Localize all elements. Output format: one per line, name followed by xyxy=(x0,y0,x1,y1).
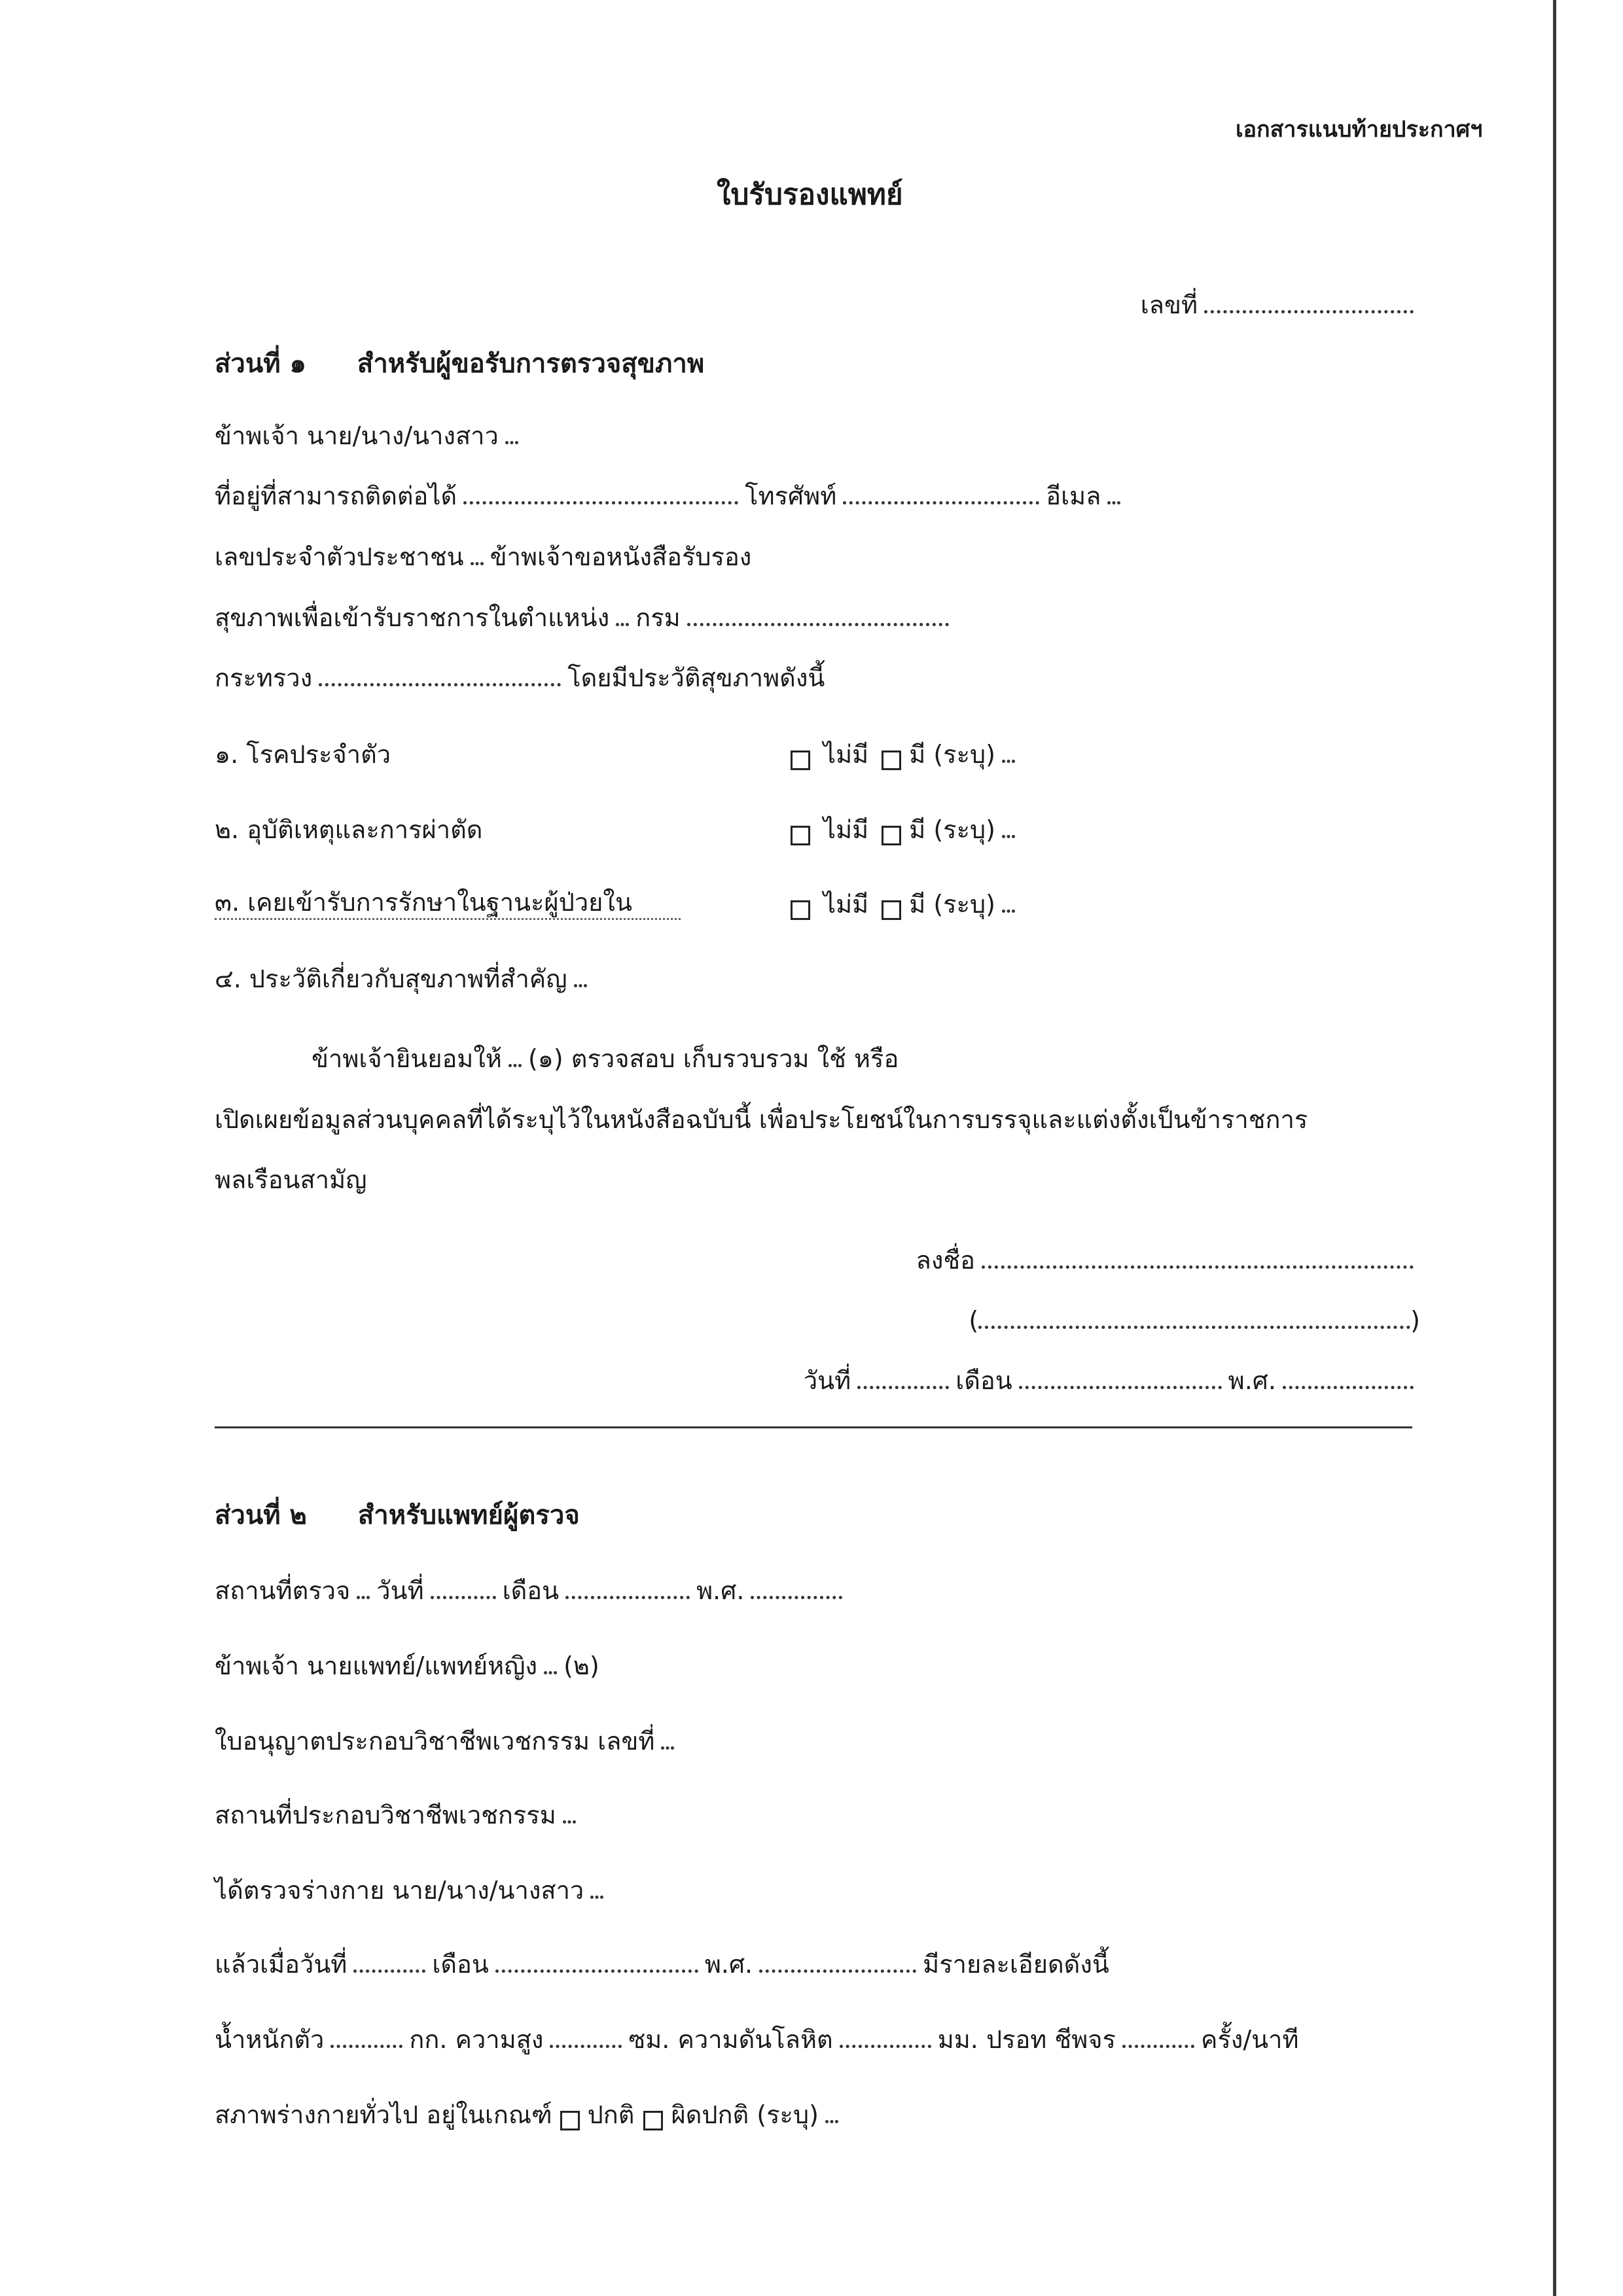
no-checkbox[interactable] xyxy=(791,900,810,920)
part1-title: สำหรับผู้ขอรับการตรวจสุขภาพ xyxy=(357,349,705,379)
ministry-row xyxy=(215,648,1420,694)
weight-unit: กก. ความสูง xyxy=(409,2025,544,2055)
yes-label: มี (ระบุ) xyxy=(909,890,995,919)
consent-row xyxy=(215,1029,1420,1074)
paren-close: ) xyxy=(1410,1306,1420,1335)
license-row xyxy=(215,1711,1420,1757)
paren-open: ( xyxy=(969,1306,979,1335)
department-label: กรม xyxy=(635,603,681,633)
consent-start: ข้าพเจ้ายินยอมให้ xyxy=(312,1044,502,1074)
pulse-unit: ครั้ง/นาที xyxy=(1200,2025,1299,2055)
email-field[interactable] xyxy=(1107,501,1120,504)
license-number-field[interactable] xyxy=(661,1746,674,1750)
exam-place-field[interactable] xyxy=(357,1596,370,1599)
weight-field[interactable] xyxy=(330,2045,402,2048)
department-field[interactable] xyxy=(687,623,949,626)
yes-checkbox[interactable] xyxy=(882,826,901,845)
examined-month-field[interactable] xyxy=(495,1969,698,1973)
history-item-row xyxy=(215,800,1420,845)
contact-row xyxy=(215,466,1420,512)
normal-checkbox[interactable] xyxy=(560,2111,580,2130)
part2-number: ส่วนที่ ๒ xyxy=(215,1500,307,1530)
exam-date-label: วันที่ xyxy=(376,1576,424,1606)
ministry-field[interactable] xyxy=(319,683,561,686)
applicant-name-label: ข้าพเจ้า นาย/นาง/นางสาว xyxy=(215,421,499,451)
phone-label: โทรศัพท์ xyxy=(745,482,837,511)
doctor-label: ข้าพเจ้า นายแพทย์/แพทย์หญิง xyxy=(215,1651,538,1681)
applicant-date-row xyxy=(215,1351,1420,1396)
history-specify-field[interactable] xyxy=(1002,910,1015,913)
practice-place-row xyxy=(215,1785,1420,1831)
history-item-label: ๓. เคยเข้ารับการรักษาในฐานะผู้ป่วยใน xyxy=(215,888,681,920)
date-label: วันที่ xyxy=(803,1366,851,1396)
exam-month-field[interactable] xyxy=(565,1596,690,1599)
history-item-row xyxy=(215,874,1420,920)
doctor-name-field[interactable] xyxy=(544,1671,557,1674)
position-row xyxy=(215,588,1420,633)
examined-person-row xyxy=(215,1860,1420,1906)
consent-line2-text: เปิดเผยข้อมูลส่วนบุคคลที่ได้ระบุไว้ในหนังสือฉบับนี้ เพื่อประโยชน์ในการบรรจุและแต่งตั้งเป็นข้าราชการ xyxy=(215,1105,1308,1135)
no-checkbox[interactable] xyxy=(791,826,810,845)
document-number-field[interactable] xyxy=(1204,310,1414,313)
examined-month-label: เดือน xyxy=(432,1950,489,1979)
position-label: สุขภาพเพื่อเข้ารับราชการในตำแหน่ง xyxy=(215,603,610,633)
practice-place-field[interactable] xyxy=(563,1820,576,1824)
examined-year-field[interactable] xyxy=(759,1969,916,1973)
examined-label: ได้ตรวจร่างกาย นาย/นาง/นางสาว xyxy=(215,1876,584,1905)
year-label: พ.ศ. xyxy=(1228,1366,1276,1396)
examined-year-label: พ.ศ. xyxy=(704,1950,753,1979)
details-label: มีรายละเอียดดังนี้ xyxy=(923,1950,1109,1979)
consent-line3 xyxy=(215,1150,1420,1195)
section-divider xyxy=(215,1426,1412,1428)
history-specify-field[interactable] xyxy=(1002,835,1015,838)
consent-tail: (๑) ตรวจสอบ เก็บรวบรวม ใช้ หรือ xyxy=(527,1044,899,1074)
email-label: อีเมล xyxy=(1046,482,1101,511)
address-field[interactable] xyxy=(463,501,738,504)
practice-place-label: สถานที่ประกอบวิชาชีพเวชกรรม xyxy=(215,1801,556,1830)
exam-place-label: สถานที่ตรวจ xyxy=(215,1576,351,1606)
day-field[interactable] xyxy=(857,1386,949,1389)
request-label: ข้าพเจ้าขอหนังสือรับรอง xyxy=(490,542,752,572)
printed-name-field[interactable] xyxy=(978,1326,1410,1329)
no-label: ไม่มี xyxy=(823,740,869,769)
consent-agency-field[interactable] xyxy=(508,1064,522,1067)
document-number-row xyxy=(215,275,1420,321)
citizen-id-label: เลขประจำตัวประชาชน xyxy=(215,542,464,572)
address-label: ที่อยู่ที่สามารถติดต่อได้ xyxy=(215,482,457,511)
height-unit: ซม. ความดันโลหิต xyxy=(628,2025,833,2055)
history-item-label: ๒. อุบัติเหตุและการผ่าตัด xyxy=(215,815,483,845)
number-label: เลขที่ xyxy=(1140,291,1198,320)
part2-heading xyxy=(215,1485,1420,1531)
height-field[interactable] xyxy=(550,2045,622,2048)
consent-line3-text: พลเรือนสามัญ xyxy=(215,1165,367,1195)
examined-date-row xyxy=(215,1934,1420,1980)
abnormal-checkbox[interactable] xyxy=(643,2111,663,2130)
doctor-row xyxy=(215,1636,1420,1682)
part1-heading xyxy=(215,334,1420,380)
history-item-row xyxy=(215,724,1420,770)
annex-label: เอกสารแนบท้ายประกาศฯ xyxy=(1236,116,1483,143)
history-specify-field[interactable] xyxy=(1002,760,1015,763)
examined-name-field[interactable] xyxy=(590,1896,603,1899)
signature-field[interactable] xyxy=(982,1265,1414,1269)
bp-unit: มม. ปรอท ชีพจร xyxy=(937,2025,1116,2055)
exam-day-field[interactable] xyxy=(431,1596,496,1599)
general-label: สภาพร่างกายทั่วไป อยู่ในเกณฑ์ xyxy=(215,2100,552,2130)
exam-year-field[interactable] xyxy=(751,1596,842,1599)
history-item-label: ๑. โรคประจำตัว xyxy=(215,740,391,769)
consent-line2 xyxy=(215,1089,1420,1135)
citizen-id-field[interactable] xyxy=(471,562,484,565)
no-label: ไม่มี xyxy=(823,815,869,845)
position-field[interactable] xyxy=(616,623,629,626)
citizen-id-row xyxy=(215,527,1420,573)
yes-checkbox[interactable] xyxy=(882,751,901,770)
exam-month-label: เดือน xyxy=(502,1576,560,1606)
exam-place-row xyxy=(215,1561,1420,1606)
signature-label: ลงชื่อ xyxy=(916,1246,975,1275)
month-field[interactable] xyxy=(1019,1386,1222,1389)
examined-day-field[interactable] xyxy=(353,1969,425,1973)
applicant-name-field[interactable] xyxy=(505,441,518,444)
year-field[interactable] xyxy=(1283,1386,1414,1389)
abnormal-specify-field[interactable] xyxy=(825,2120,838,2123)
no-label: ไม่มี xyxy=(823,890,869,919)
yes-checkbox[interactable] xyxy=(882,900,901,920)
applicant-signature-row xyxy=(215,1230,1420,1276)
no-checkbox[interactable] xyxy=(791,751,810,770)
exam-year-label: พ.ศ. xyxy=(696,1576,745,1606)
general-condition-row xyxy=(215,2085,1420,2130)
weight-label: น้ำหนักตัว xyxy=(215,2025,325,2055)
part2-title: สำหรับแพทย์ผู้ตรวจ xyxy=(357,1500,580,1530)
applicant-name-row xyxy=(215,406,1420,451)
license-label: ใบอนุญาตประกอบวิชาชีพเวชกรรม เลขที่ xyxy=(215,1727,655,1756)
abnormal-label: ผิดปกติ (ระบุ) xyxy=(671,2100,819,2130)
ministry-label: กระทรวง xyxy=(215,663,313,693)
important-history-label: ๔. ประวัติเกี่ยวกับสุขภาพที่สำคัญ xyxy=(215,964,567,994)
yes-label: มี (ระบุ) xyxy=(909,740,995,769)
page-right-edge xyxy=(1553,0,1556,2296)
month-label: เดือน xyxy=(955,1366,1012,1396)
history-intro: โดยมีประวัติสุขภาพดังนี้ xyxy=(567,663,825,693)
important-history-row xyxy=(215,949,1420,995)
blood-pressure-field[interactable] xyxy=(840,2045,931,2048)
phone-field[interactable] xyxy=(843,501,1039,504)
applicant-printed-name-row xyxy=(215,1290,1420,1336)
yes-label: มี (ระบุ) xyxy=(909,815,995,845)
normal-label: ปกติ xyxy=(587,2100,635,2130)
important-history-field[interactable] xyxy=(574,984,587,987)
examined-date-label: แล้วเมื่อวันที่ xyxy=(215,1950,348,1979)
document-title: ใบรับรองแพทย์ xyxy=(717,178,903,211)
doctor-note: (๒) xyxy=(563,1651,599,1681)
part1-number: ส่วนที่ ๑ xyxy=(215,349,306,379)
pulse-field[interactable] xyxy=(1122,2045,1194,2048)
vitals-row xyxy=(215,2009,1420,2055)
